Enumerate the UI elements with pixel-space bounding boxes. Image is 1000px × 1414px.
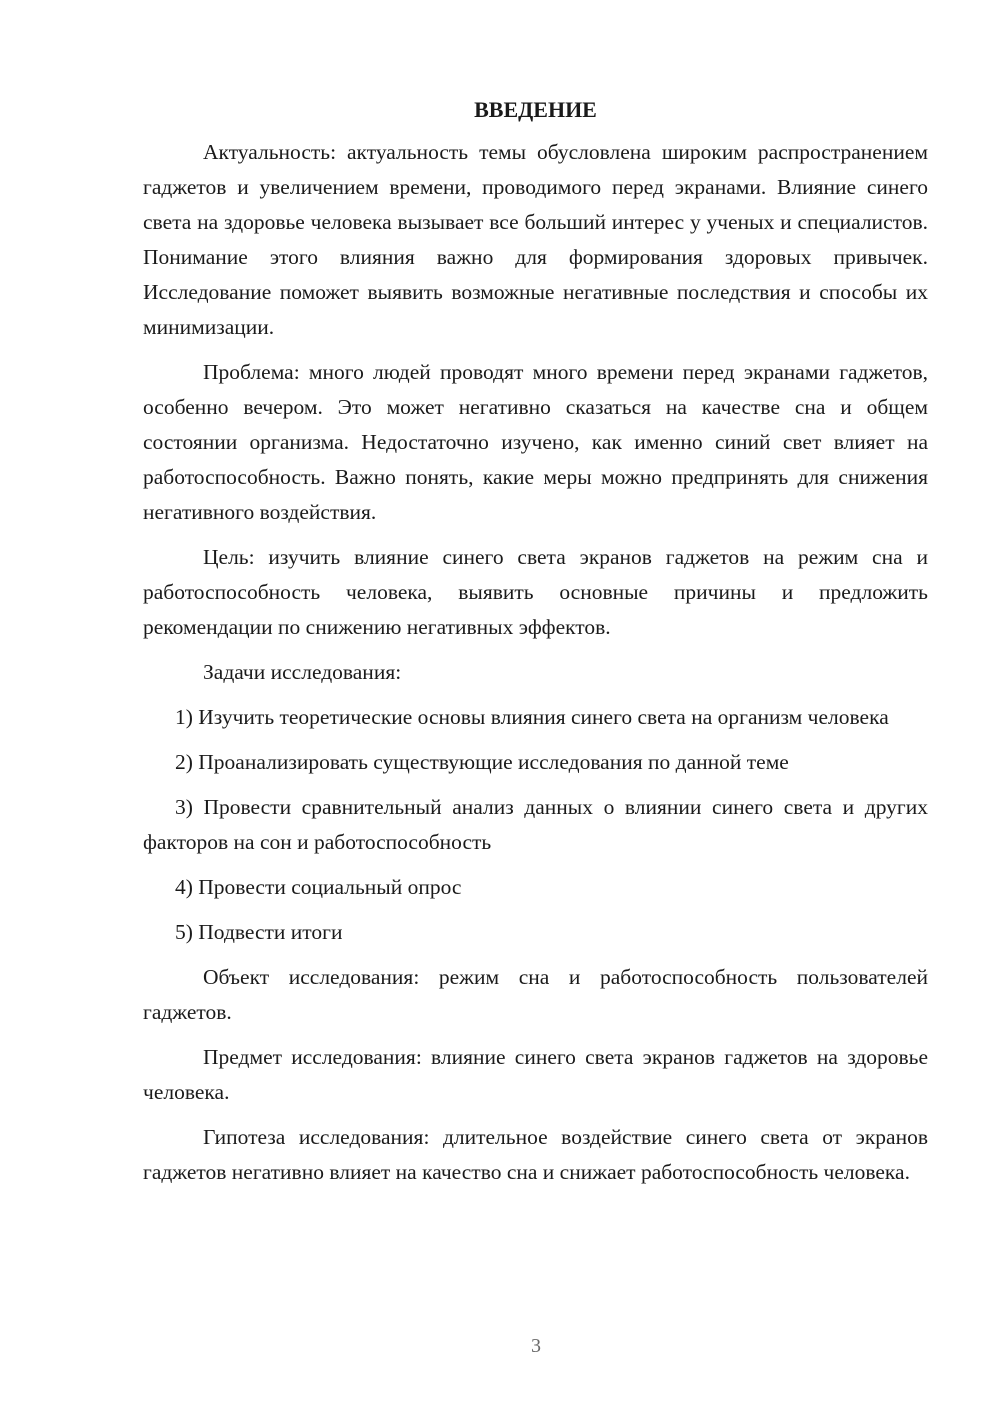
paragraph-object: Объект исследования: режим сна и работоспособность пользователей гаджетов. [143,965,928,1024]
task-item-2: 2) Проанализировать существующие исследования по данной теме [175,750,789,774]
paragraph-hypothesis: Гипотеза исследования: длительное воздействие синего света от экранов гаджетов негативно влияет на качество сна и снижает работоспособность человека. [143,1125,928,1184]
paragraph-subject: Предмет исследования: влияние синего света экранов гаджетов на здоровье человека. [143,1045,928,1104]
paragraph-relevance: Актуальность: актуальность темы обусловлена широким распространением гаджетов и увеличением времени, проводимого перед экранами. Влияние синего света на здоровье человека вызывает все больший интерес у ученых и специалистов. Понимание этого влияния важно для формирования здоровых привычек. Исследование поможет выявить возможные негативные последствия и способы их минимизации. [143,140,928,339]
page-number: 3 [531,1335,541,1357]
task-item-4: 4) Провести социальный опрос [175,875,462,899]
paragraph-problem: Проблема: много людей проводят много времени перед экранами гаджетов, особенно вечером. Это может негативно сказаться на качестве сна и общем состоянии организма. Недостаточно изучено, как именно синий свет влияет на работоспособность. Важно понять, какие меры можно предпринять для снижения негативного воздействия. [143,360,928,524]
task-item-3: 3) Провести сравнительный анализ данных о влиянии синего света и других факторов на сон и работоспособность [143,795,928,854]
section-title: ВВЕДЕНИЕ [474,97,597,122]
paragraph-goal: Цель: изучить влияние синего света экранов гаджетов на режим сна и работоспособность человека, выявить основные причины и предложить рекомендации по снижению негативных эффектов. [143,545,928,639]
document-page [143,92,928,1200]
tasks-heading: Задачи исследования: [203,660,402,684]
task-item-1: 1) Изучить теоретические основы влияния синего света на организм человека [175,705,889,729]
task-item-5: 5) Подвести итоги [175,920,343,944]
